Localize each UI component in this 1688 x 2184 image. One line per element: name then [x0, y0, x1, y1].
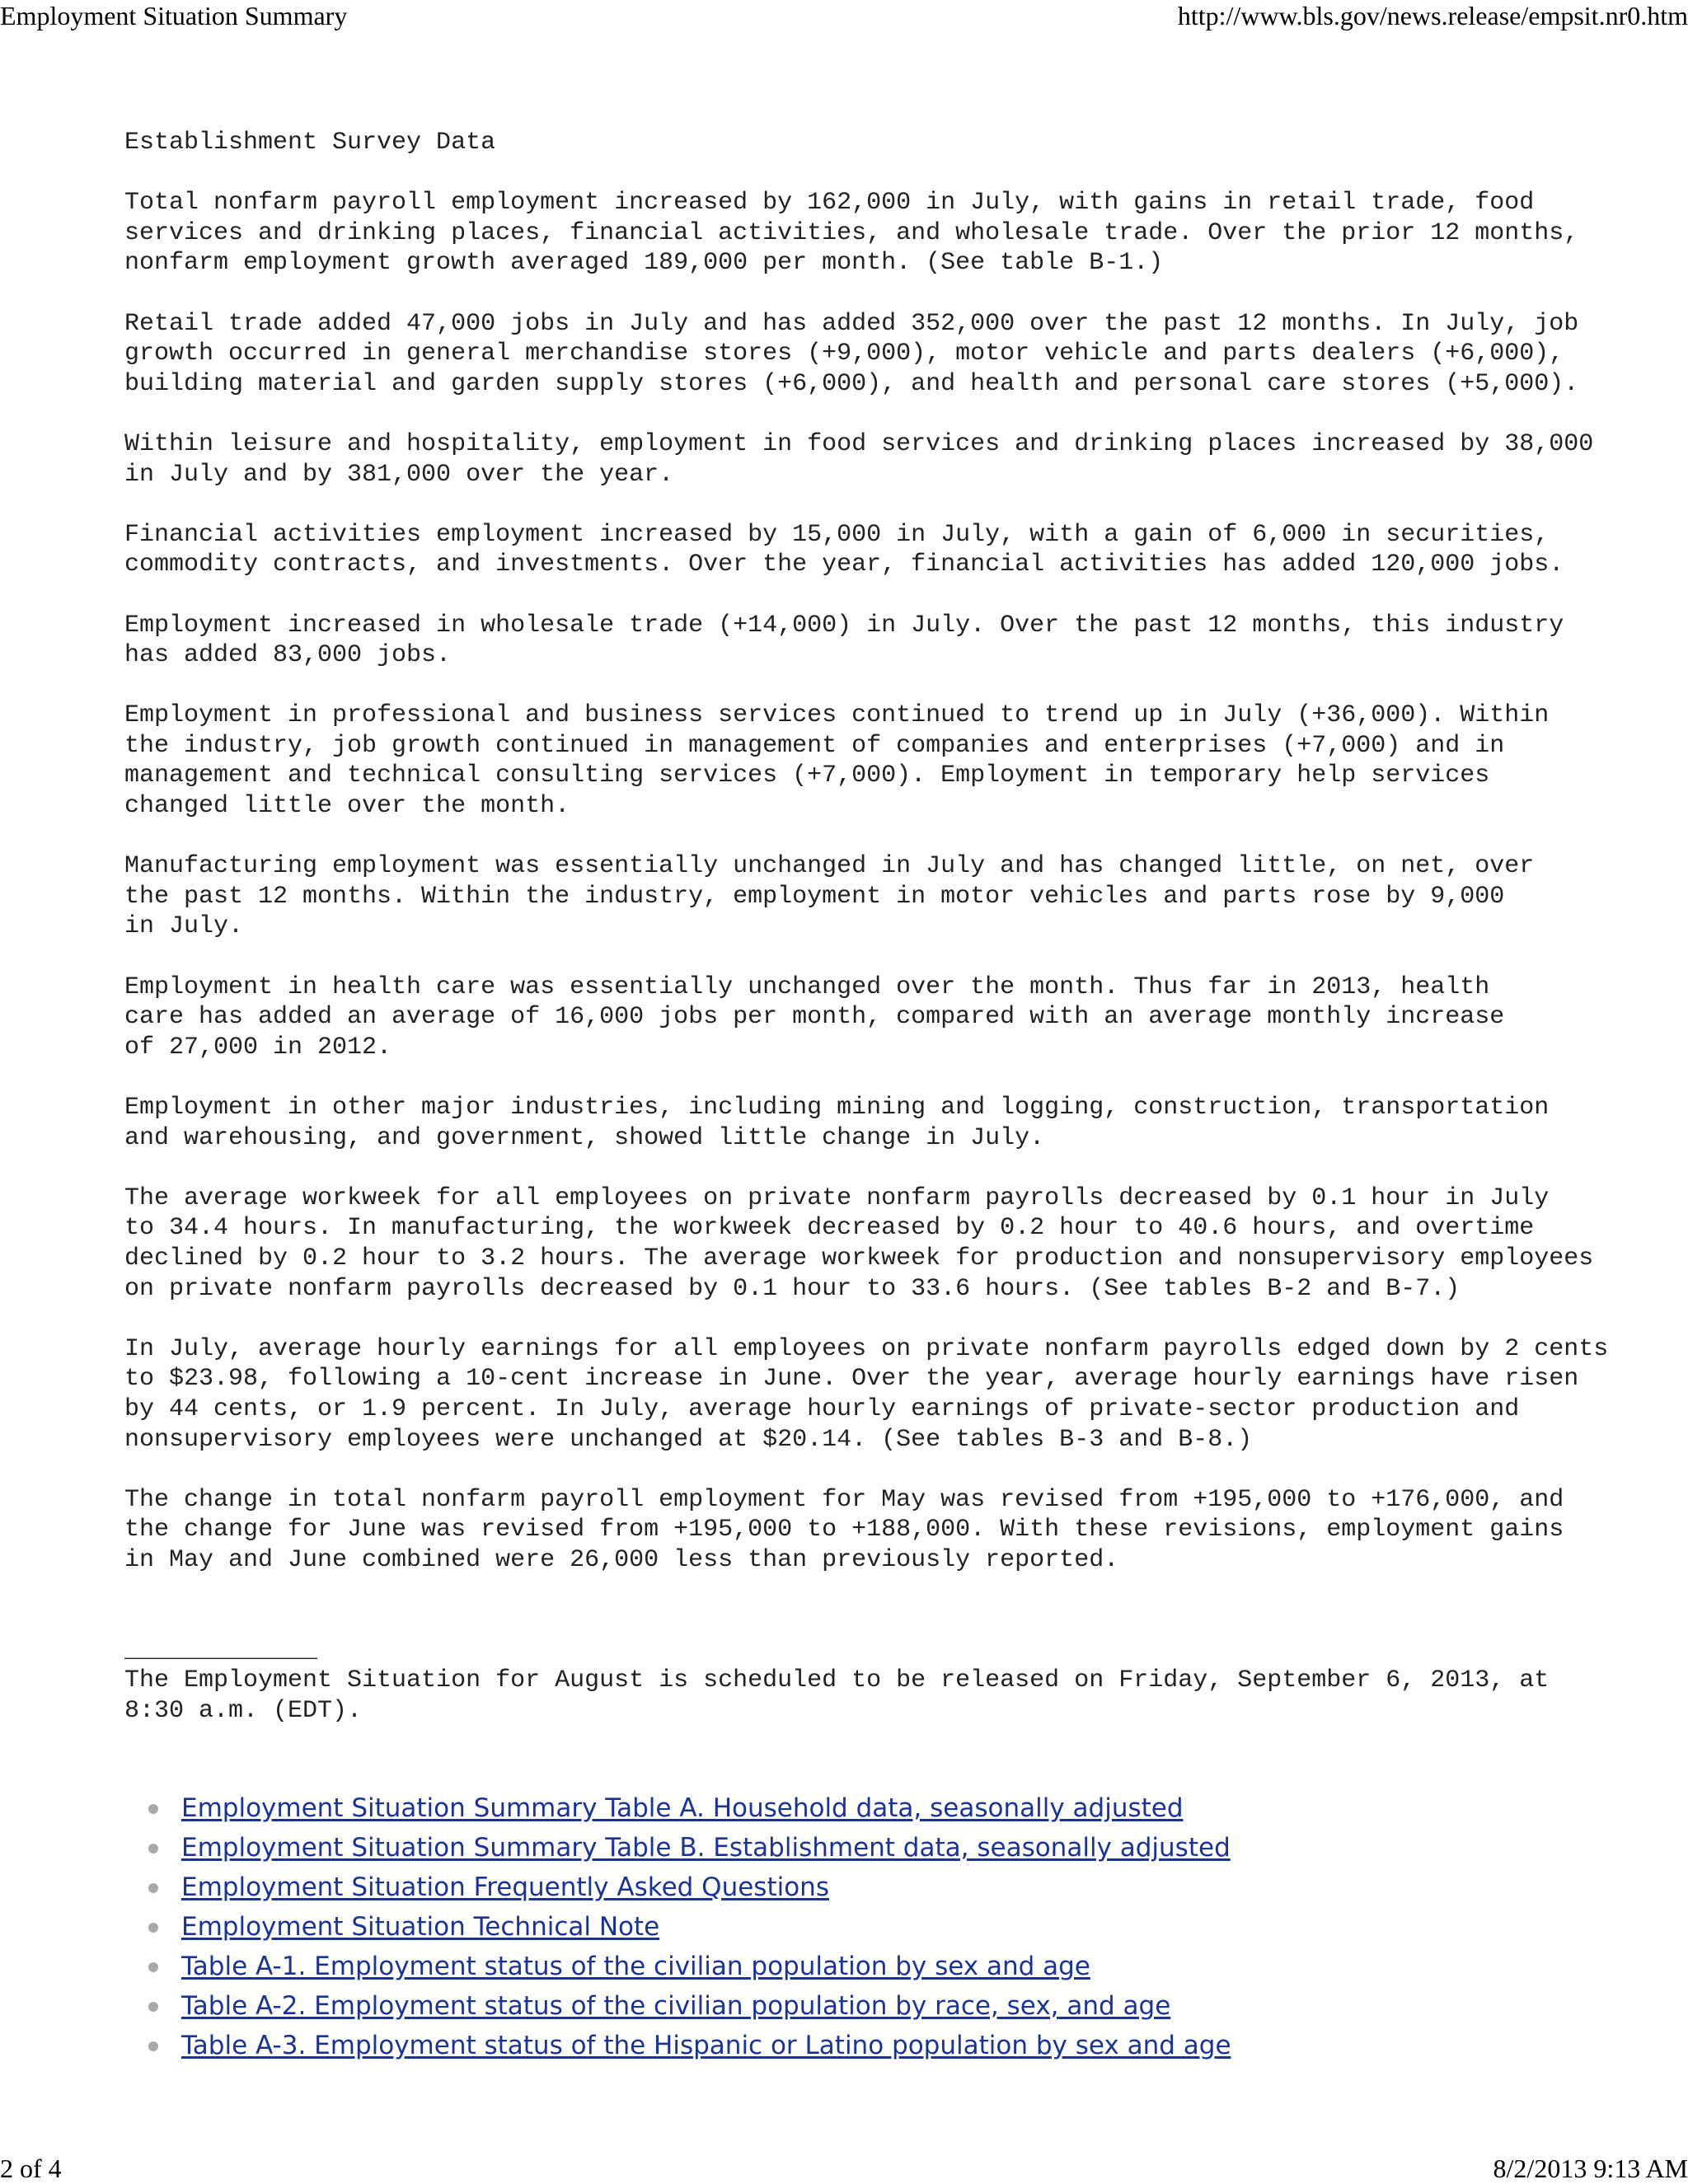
list-item [148, 1986, 1231, 2026]
bullet-icon [148, 1844, 158, 1854]
bullet-icon [148, 1883, 158, 1893]
bullet-icon [148, 1923, 158, 1933]
print-header-url: http://www.bls.gov/news.release/empsit.nr0.htm [1177, 1, 1688, 30]
link-table-a2[interactable]: Table A-2. Employment status of the civilian population by race, sex, and age [181, 1991, 1171, 2021]
bullet-icon [148, 1962, 158, 1972]
link-technical-note[interactable]: Employment Situation Technical Note [181, 1912, 660, 1942]
list-item [148, 1828, 1231, 1868]
bullet-icon [148, 1804, 158, 1814]
link-faq[interactable]: Employment Situation Frequently Asked Questions [181, 1872, 829, 1902]
list-item [148, 1947, 1231, 1986]
link-summary-table-b[interactable]: Employment Situation Summary Table B. Establishment data, seasonally adjusted [181, 1833, 1231, 1863]
link-summary-table-a[interactable]: Employment Situation Summary Table A. Household data, seasonally adjusted [181, 1793, 1184, 1823]
release-body-text: Establishment Survey Data Total nonfarm payroll employment increased by 162,000 in July, with gains in retail trade, food services and drinking places, financial activities, and wholesale trade. Over the prior 12 months, nonfarm employment growth averaged 189,000 per month. (See table B-1.) Retail trade added 47,000 jobs in July and has added 352,000 over the past 12 months. In July, job growth occurred in general merchandise stores (+9,000), motor vehicle and parts dealers (+6,000), building material and garden supply stores (+6,000), and health and personal care stores (+5,000). Within leisure and hospitality, employment in food services and drinking places increased by 38,000 in July and by 381,000 over the year. Financial activities employment increased by 15,000 in July, with a gain of 6,000 in securities, commodity contracts, and investments. Over the year, financial activities has added 120,000 jobs. Employment increased in wholesale trade (+14,000) in July. Over the past 12 months, this industry has added 83,000 jobs. Employment in professional and business services continued to trend up in July (+36,000). Within the industry, job growth continued in management of companies and enterprises (+7,000) and in management and technical consulting services (+7,000). Employment in temporary help services changed little over the month. Manufacturing employment was essentially unchanged in July and has changed little, on net, over the past 12 months. Within the industry, employment in motor vehicles and parts rose by 9,000 in July. Employment in health care was essentially unchanged over the month. Thus far in 2013, health care has added an average of 16,000 jobs per month, compared with an average monthly increase of 27,000 in 2012. Employment in other major industries, including mining and logging, construction, transportation and warehousing, and government, showed little change in July. The average workweek for all employees on private nonfarm payrolls decreased by 0.1 hour in July to 34.4 hours. In manufacturing, the workweek decreased by 0.2 hour to 40.6 hours, and overtime declined by 0.2 hour to 3.2 hours. The average workweek for production and nonsupervisory employees on private nonfarm payrolls decreased by 0.1 hour to 33.6 hours. (See tables B-2 and B-7.) In July, average hourly earnings for all employees on private nonfarm payrolls edged down by 2 cents to $23.98, following a 10-cent increase in June. Over the year, average hourly earnings have risen by 44 cents, or 1.9 percent. In July, average hourly earnings of private-sector production and nonsupervisory employees were unchanged at $20.14. (See tables B-3 and B-8.) The change in total nonfarm payroll employment for May was revised from +195,000 to +176,000, and the change for June was revised from +195,000 to +188,000. With these revisions, employment gains in May and June combined were 26,000 less than previously reported. _____________ The Employment Situation for August is scheduled to be released on Friday, September 6, 2013, at 8:30 a.m. (EDT). [124, 129, 1609, 1725]
bullet-icon [148, 2002, 158, 2012]
list-item [148, 1868, 1231, 1907]
list-item [148, 2026, 1231, 2065]
print-header-title: Employment Situation Summary [0, 1, 348, 30]
print-footer-page: 2 of 4 [0, 2154, 62, 2183]
link-table-a1[interactable]: Table A-1. Employment status of the civilian population by sex and age [181, 1952, 1090, 1981]
release-body-frame [124, 128, 1609, 1725]
list-item [148, 1788, 1231, 1828]
link-table-a3[interactable]: Table A-3. Employment status of the Hispanic or Latino population by sex and age [181, 2031, 1231, 2060]
related-links-list [148, 1788, 1231, 2065]
list-item [148, 1907, 1231, 1947]
print-footer-datetime: 8/2/2013 9:13 AM [1493, 2154, 1688, 2183]
bullet-icon [148, 2041, 158, 2051]
